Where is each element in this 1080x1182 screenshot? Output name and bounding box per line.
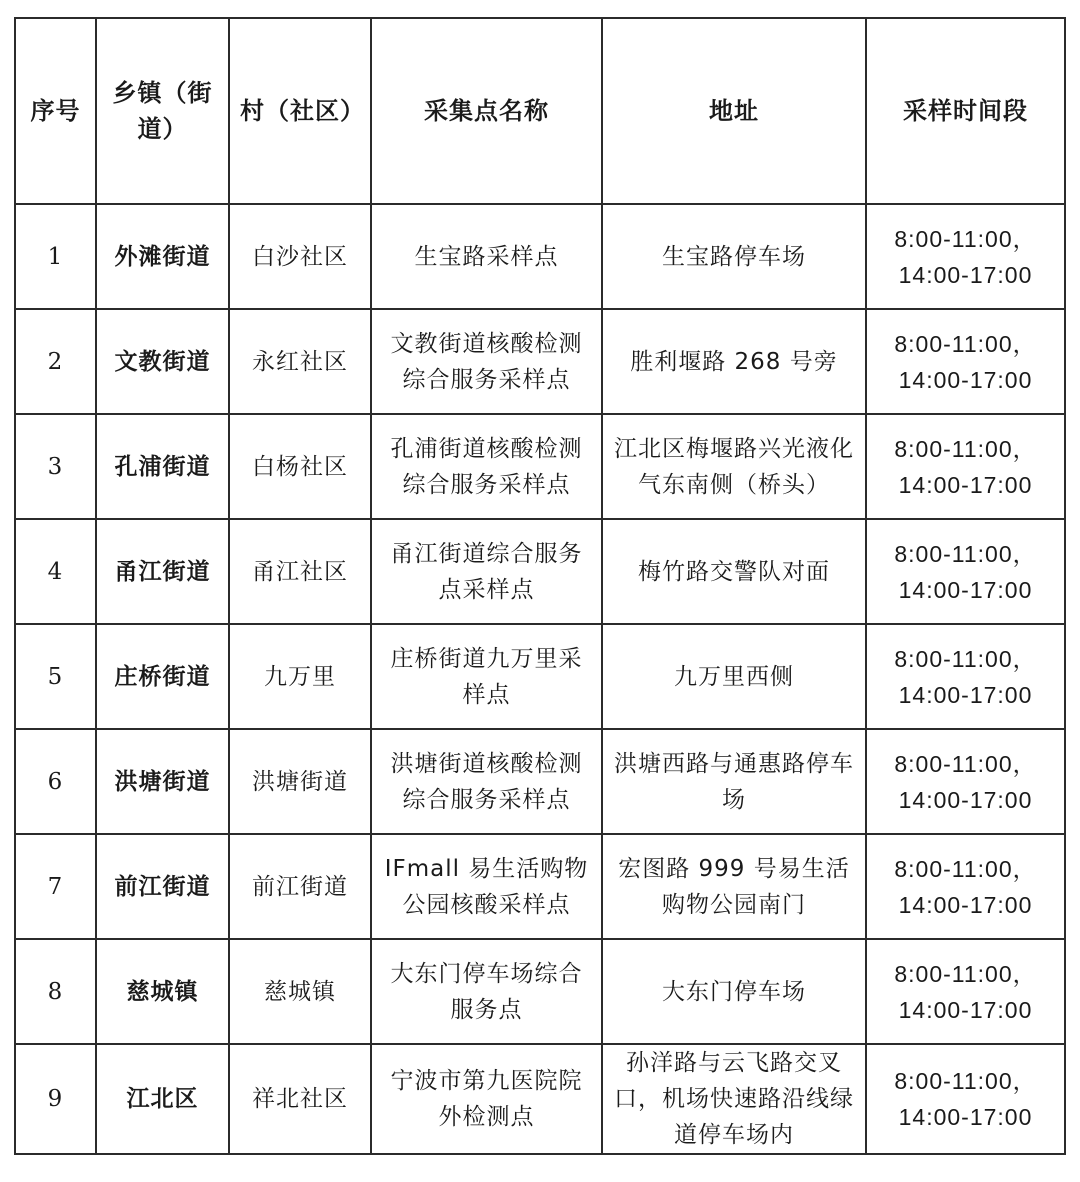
cell-index: 8: [15, 939, 96, 1044]
time-morning: 8:00-11:00，: [894, 960, 1037, 987]
cell-address: 江北区梅堰路兴光液化气东南侧（桥头）: [602, 414, 866, 519]
cell-index: 4: [15, 519, 96, 624]
time-afternoon: 14:00-17:00: [898, 681, 1033, 708]
time-morning: 8:00-11:00，: [894, 225, 1037, 252]
cell-time: [866, 309, 1065, 414]
cell-site-name: 庄桥街道九万里采样点: [371, 624, 602, 729]
cell-street: 前江街道: [96, 834, 229, 939]
cell-time: [866, 204, 1065, 309]
time-afternoon: 14:00-17:00: [898, 786, 1033, 813]
cell-site-name: 生宝路采样点: [371, 204, 602, 309]
table-row: [15, 414, 1065, 519]
time-morning: 8:00-11:00，: [894, 330, 1037, 357]
cell-address: 胜利堰路 268 号旁: [602, 309, 866, 414]
cell-site-name: 宁波市第九医院院外检测点: [371, 1044, 602, 1154]
time-afternoon: 14:00-17:00: [898, 1104, 1033, 1130]
cell-index: 3: [15, 414, 96, 519]
cell-site-name: 文教街道核酸检测综合服务采样点: [371, 309, 602, 414]
cell-time: [866, 939, 1065, 1044]
table-row: [15, 204, 1065, 309]
cell-village: 白杨社区: [229, 414, 371, 519]
cell-street: 外滩街道: [96, 204, 229, 309]
header-street: 乡镇（街道）: [96, 18, 229, 204]
table-row: [15, 939, 1065, 1044]
table-header-row: [15, 18, 1065, 204]
cell-street: 孔浦街道: [96, 414, 229, 519]
table-row: [15, 834, 1065, 939]
time-afternoon: 14:00-17:00: [898, 576, 1033, 603]
cell-address: 梅竹路交警队对面: [602, 519, 866, 624]
table-row: [15, 519, 1065, 624]
header-site-name: 采集点名称: [371, 18, 602, 204]
time-morning: 8:00-11:00，: [894, 540, 1037, 567]
cell-time: [866, 729, 1065, 834]
sampling-sites-table: [14, 17, 1066, 1155]
cell-time: [866, 519, 1065, 624]
cell-village: 祥北社区: [229, 1044, 371, 1154]
cell-site-name: 洪塘街道核酸检测综合服务采样点: [371, 729, 602, 834]
time-afternoon: 14:00-17:00: [898, 471, 1033, 498]
cell-street: 江北区: [96, 1044, 229, 1154]
cell-address: 洪塘西路与通惠路停车场: [602, 729, 866, 834]
time-afternoon: 14:00-17:00: [898, 261, 1033, 288]
table-row: [15, 624, 1065, 729]
cell-street: 洪塘街道: [96, 729, 229, 834]
cell-village: 慈城镇: [229, 939, 371, 1044]
cell-site-name: 大东门停车场综合服务点: [371, 939, 602, 1044]
header-index: 序号: [15, 18, 96, 204]
sampling-sites-table-container: [14, 17, 1066, 1155]
time-afternoon: 14:00-17:00: [898, 891, 1033, 918]
cell-address: 大东门停车场: [602, 939, 866, 1044]
cell-address: 孙洋路与云飞路交叉口，机场快速路沿线绿道停车场内: [602, 1044, 866, 1154]
cell-index: 1: [15, 204, 96, 309]
header-time: 采样时间段: [866, 18, 1065, 204]
cell-village: 甬江社区: [229, 519, 371, 624]
cell-street: 慈城镇: [96, 939, 229, 1044]
cell-address: 宏图路 999 号易生活购物公园南门: [602, 834, 866, 939]
cell-village: 九万里: [229, 624, 371, 729]
cell-index: 9: [15, 1044, 96, 1154]
table-row: [15, 1044, 1065, 1154]
cell-time: [866, 414, 1065, 519]
cell-village: 白沙社区: [229, 204, 371, 309]
cell-village: 洪塘街道: [229, 729, 371, 834]
time-morning: 8:00-11:00，: [894, 1068, 1037, 1094]
time-afternoon: 14:00-17:00: [898, 996, 1033, 1023]
cell-index: 5: [15, 624, 96, 729]
time-morning: 8:00-11:00，: [894, 645, 1037, 672]
cell-site-name: 甬江街道综合服务点采样点: [371, 519, 602, 624]
cell-index: 6: [15, 729, 96, 834]
cell-time: [866, 624, 1065, 729]
cell-site-name: IFmall 易生活购物公园核酸采样点: [371, 834, 602, 939]
table-row: [15, 729, 1065, 834]
header-address: 地址: [602, 18, 866, 204]
cell-index: 7: [15, 834, 96, 939]
cell-address: 九万里西侧: [602, 624, 866, 729]
cell-time: [866, 1044, 1065, 1154]
table-row: [15, 309, 1065, 414]
cell-street: 庄桥街道: [96, 624, 229, 729]
cell-time: [866, 834, 1065, 939]
time-afternoon: 14:00-17:00: [898, 366, 1033, 393]
cell-village: 前江街道: [229, 834, 371, 939]
time-morning: 8:00-11:00，: [894, 750, 1037, 777]
cell-village: 永红社区: [229, 309, 371, 414]
header-village: 村（社区）: [229, 18, 371, 204]
cell-site-name: 孔浦街道核酸检测综合服务采样点: [371, 414, 602, 519]
cell-street: 文教街道: [96, 309, 229, 414]
cell-address: 生宝路停车场: [602, 204, 866, 309]
time-morning: 8:00-11:00，: [894, 435, 1037, 462]
cell-street: 甬江街道: [96, 519, 229, 624]
cell-index: 2: [15, 309, 96, 414]
time-morning: 8:00-11:00，: [894, 855, 1037, 882]
